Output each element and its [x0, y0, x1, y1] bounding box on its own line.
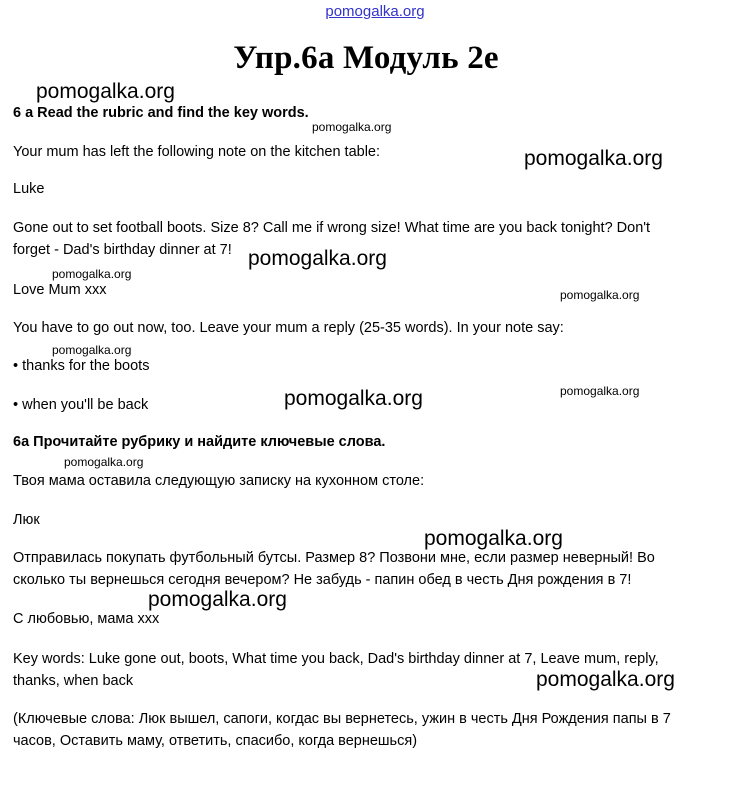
watermark: pomogalka.org	[148, 588, 287, 611]
watermark: pomogalka.org	[52, 267, 132, 281]
note-body-ru-line-2: сколько ты вернешься сегодня вечером? Не забудь - папин обед в честь Дня рождения в 7!	[13, 572, 632, 588]
watermark: pomogalka.org	[560, 288, 640, 302]
intro-ru: Твоя мама оставила следующую записку на кухонном столе:	[13, 473, 425, 489]
keywords-ru-line-2: часов, Оставить маму, ответить, спасибо, когда вернешься)	[13, 733, 418, 749]
keywords-ru-line-1: (Ключевые слова: Люк вышел, сапоги, когдас вы вернетесь, ужин в честь Дня Рождения папы в 7	[13, 711, 671, 727]
watermark: pomogalka.org	[536, 668, 675, 691]
bullet-thanks: • thanks for the boots	[13, 358, 150, 374]
watermark: pomogalka.org	[64, 455, 144, 469]
note-name-en: Luke	[13, 181, 45, 197]
watermark: pomogalka.org	[560, 384, 640, 398]
site-link[interactable]: pomogalka.org	[325, 3, 425, 20]
watermark: pomogalka.org	[524, 147, 663, 170]
watermark: pomogalka.org	[52, 343, 132, 357]
note-body-en-line-2: forget - Dad's birthday dinner at 7!	[13, 242, 232, 258]
bullet-when-back: • when you'll be back	[13, 397, 149, 413]
instruction-en: You have to go out now, too. Leave your mum a reply (25-35 words). In your note say:	[13, 320, 564, 336]
page-title: Упр.6а Модуль 2е	[233, 40, 499, 76]
intro-en: Your mum has left the following note on the kitchen table:	[13, 144, 381, 160]
watermark: pomogalka.org	[312, 120, 392, 134]
note-name-ru: Люк	[13, 512, 40, 528]
keywords-en-line-2: thanks, when back	[13, 673, 134, 689]
note-sign-ru: С любовью, мама ххх	[13, 611, 160, 627]
task-heading-en: 6 a Read the rubric and find the key words.	[13, 105, 309, 121]
task-heading-ru: 6а Прочитайте рубрику и найдите ключевые слова.	[13, 434, 386, 450]
watermark: pomogalka.org	[284, 387, 423, 410]
note-body-ru-line-1: Отправилась покупать футбольный бутсы. Размер 8? Позвони мне, если размер неверный! Во	[13, 550, 655, 566]
watermark: pomogalka.org	[36, 80, 175, 103]
note-sign-en: Love Mum xxx	[13, 282, 107, 298]
watermark: pomogalka.org	[424, 527, 563, 550]
watermark: pomogalka.org	[248, 247, 387, 270]
keywords-en-line-1: Key words: Luke gone out, boots, What time you back, Dad's birthday dinner at 7, Leave mum, reply,	[13, 651, 659, 667]
note-body-en-line-1: Gone out to set football boots. Size 8? Call me if wrong size! What time are you back tonight? Don't	[13, 220, 651, 236]
